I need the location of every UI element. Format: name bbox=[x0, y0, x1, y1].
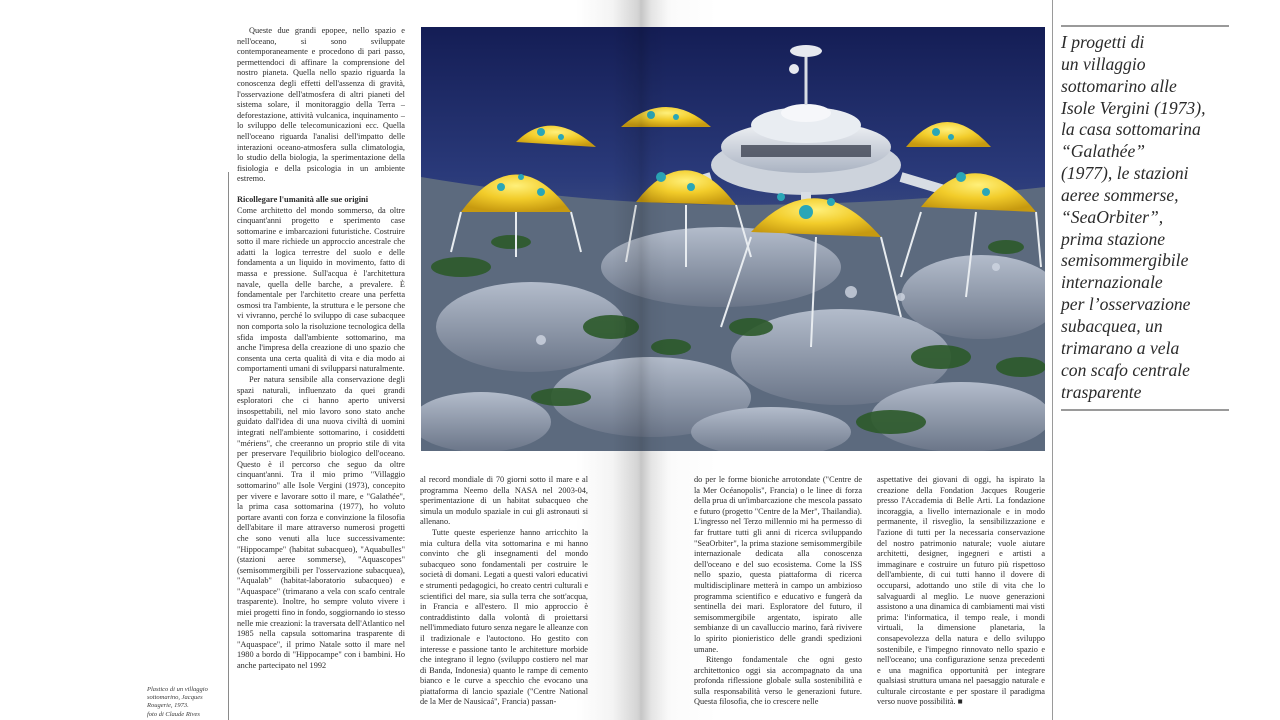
column-rule-left bbox=[228, 172, 229, 720]
text-column-4 bbox=[877, 475, 1045, 720]
paragraph: Ritengo fondamentale che ogni gesto architettonico oggi sia accompagnato da una profonda riflessione globale sulla sostenibilità e sulla responsabilità verso le generazioni future. Questa filosofia, che io crescere nelle bbox=[694, 655, 862, 707]
caption-line: foto di Claude Rives bbox=[147, 710, 200, 718]
paragraph: Queste due grandi epopee, nello spazio e nell'oceano, si sono sviluppate contemporaneamente e procedono di pari passo, permettendoci di affinare la comprensione del nostro pianeta. Quella nello spazio riguarda la conoscenza degli effetti dell'assenza di gravità, l'osservazione dell'atmosfera di altri pianeti del sistema solare, il monitoraggio della Terra – deforestazione, attività vulcanica, inquinamento – lo sviluppo delle telecomunicazioni ecc. Quella nell'oceano riguarda l'analisi dell'impatto delle interazioni oceano-atmosfera sulla climatologia, lo studio della biologia, la sperimentazione della fisiologia e della psicologia in un ambiente estremo. bbox=[237, 26, 405, 184]
paragraph: al record mondiale di 70 giorni sotto il mare e al programma Neemo della NASA nel 2003-04, sperimentazione di un habitat subacqueo che simula un modulo spaziale in cui gli astronauti si allenano. bbox=[420, 475, 588, 527]
section-heading: Ricollegare l'umanità alle sue origini bbox=[237, 194, 369, 204]
column-rule-right bbox=[1052, 0, 1053, 720]
paragraph: Tutte queste esperienze hanno arricchito la mia cultura della vita sottomarina e mi hanno convinto che gli insegnamenti del mondo subacqueo sono fondamentali per costruire le società di domani. Legati a questi valori educativi e strumenti pedagogici, ho creato centri culturali e scientifici del mare, sia sulla terra che sott'acqua, in Francia e all'estero. Il mio approccio è contraddistinto dalla volontà di proiettarsi nell'immediato futuro senza negare le alleanze con il tradizionale e l'autoctono. Ho gestito con interesse e passione tanto le architetture morbide che integrano il legno (sviluppo costiero nel mar di Banda, Indonesia) quanto le rampe di cemento bianco e le curve a specchio che evocano una piattaforma di lancio spaziale ("Centre National de la Mer de Nausicaá", Francia) passan- bbox=[420, 527, 588, 707]
caption-line: Plastico di un villaggio bbox=[147, 686, 208, 693]
seabed-village-photo bbox=[421, 27, 1045, 451]
caption-line: sottomarino, Jacques bbox=[147, 694, 203, 702]
photo-caption bbox=[147, 686, 225, 719]
caption-line: Rougerie, 1973. bbox=[147, 702, 189, 710]
underwater-village-model-image bbox=[421, 27, 1045, 451]
paragraph: Come architetto del mondo sommerso, da oltre cinquant'anni progetto e sperimento case sottomarine e imbarcazioni futuristiche. Costruire sotto il mare richiede un approccio ancestrale che adatti la logica terrestre del suolo e delle fondamenta a un liquido in movimento, fatto di massa e pressione. Sull'acqua è l'architettura navale, quella delle barche, a prevalere. È fondamentale per l'architetto creare una perfetta osmosi tra l'ambiente, la struttura e le persone che vi vivranno, perché lo sviluppo di case subacquee non comporta solo la risoluzione tecnologica della sfida imposta dall'ambiente sottomarino, ma anche l'impresa della creazione di uno spazio che consenta una certa qualità di vita e dia modo ai comportamenti umani di svilupparsi naturalmente. bbox=[237, 205, 405, 374]
paragraph: do per le forme bioniche arrotondate ("Centre de la Mer Océanopolis", Francia) o le linee di forza della prua di un'imbarcazione che mescola passato e futuro (progetto "Centre de la Mer", Thailandia). L'ingresso nel Terzo millennio mi ha permesso di far fruttare tutti gli anni di ricerca sviluppando "SeaOrbiter", la prima stazione semisommergibile internazionale dedicata alla conoscenza dell'oceano e del suo ecosistema. Come la ISS nello spazio, questa piattaforma di ricerca multidisciplinare metterà in campo un ambizioso programma scientifico e educativo e fungerà da sentinella dei mari. Esploratore del futuro, il semisommergibile argentato, ispirato alle sembianze di un cavalluccio marino, farà rivivere lo spirito pionieristico delle grandi spedizioni umane. bbox=[694, 475, 862, 654]
pull-quote-box bbox=[1061, 25, 1229, 411]
pull-quote: I progetti di un villaggio sottomarino alle Isole Vergini (1973), la casa sottomarina “Galathée” (1977), le stazioni aeree sommerse, “SeaOrbiter”, prima stazione semisommergibile internazionale per l’osservazione subacquea, un trimarano a vela con scafo centrale trasparente bbox=[1061, 32, 1206, 402]
paragraph: aspettative dei giovani di oggi, ha ispirato la creazione della Fondation Jacques Rougerie presso l'Accademia di Belle Arti. La fondazione incoraggia, a livello internazionale e in modo permanente, il risveglio, la sensibilizzazione e l'azione di tutti per la necessaria conservazione del nostro patrimonio naturale; vuole aiutare architetti, designer, ingegneri e artisti a immaginare e costruire un futuro più rispettoso dell'ambiente, di cui tutti hanno il dovere di occuparsi, adottando uno stile di vita che lo salvaguardi al meglio. Le nuove generazioni assistono a una dinamica di cambiamenti mai visti prima: l'informatica, il tempo reale, i mondi virtuali, la dimensione planetaria, la consapevolezza della natura e dello sviluppo sostenibile, e l'impegno rinnovato nello spazio e nell'oceano; una configurazione senza precedenti e una magnifica opportunità per integrare qualsiasi struttura umana nel paesaggio naturale e culturale circostante e per spostare il paradigma verso nuove possibilità. ■ bbox=[877, 475, 1045, 707]
text-column-1 bbox=[237, 26, 405, 720]
paragraph: Per natura sensibile alla conservazione degli spazi naturali, influenzato da quei grandi esploratori che ci hanno aperto universi insospettabili, nel mio lavoro sono stato anche guidato dall'idea di una nuova civiltà di uomini integrati nell'ambiente sottomarino, i cosiddetti "mériens", che creeranno un proprio stile di vita per preservare l'equilibrio biologico dell'oceano. Questo è il percorso che seguo da oltre cinquant'anni. Tra il mio primo "Villaggio sottomarino" alle Isole Vergini (1973), concepito per vivere e lavorare sotto il mare, e "Galathée", la prima casa sottomarina (1977), ho voluto portare avanti con forza e convinzione la filosofia dell'abitare il mare attraverso numerosi progetti che sono venuti alla luce successivamente: "Hippocampe" (habitat subacqueo), "Aquabulles" (stazioni aeree sommerse), "Aquascopes" (semisommergibili per l'osservazione subacquea), "Aqualab" (habitat-laboratorio subacqueo) e "Aquaspace" (trimarano a vela con scafo centrale trasparente). Inoltre, ho sempre voluto vivere i miei progetti fino in fondo, soggiornando io stesso nelle mie creazioni: la traversata dell'Atlantico nel 1985 nella capsula sottomarina trasparente di "Aquaspace", il primo Natale sotto il mare nel 1980 a bordo di "Hippocampe" con i bambini. Ho anche partecipato nel 1992 bbox=[237, 375, 405, 671]
text-column-2 bbox=[420, 475, 588, 720]
text-column-3 bbox=[694, 475, 862, 720]
